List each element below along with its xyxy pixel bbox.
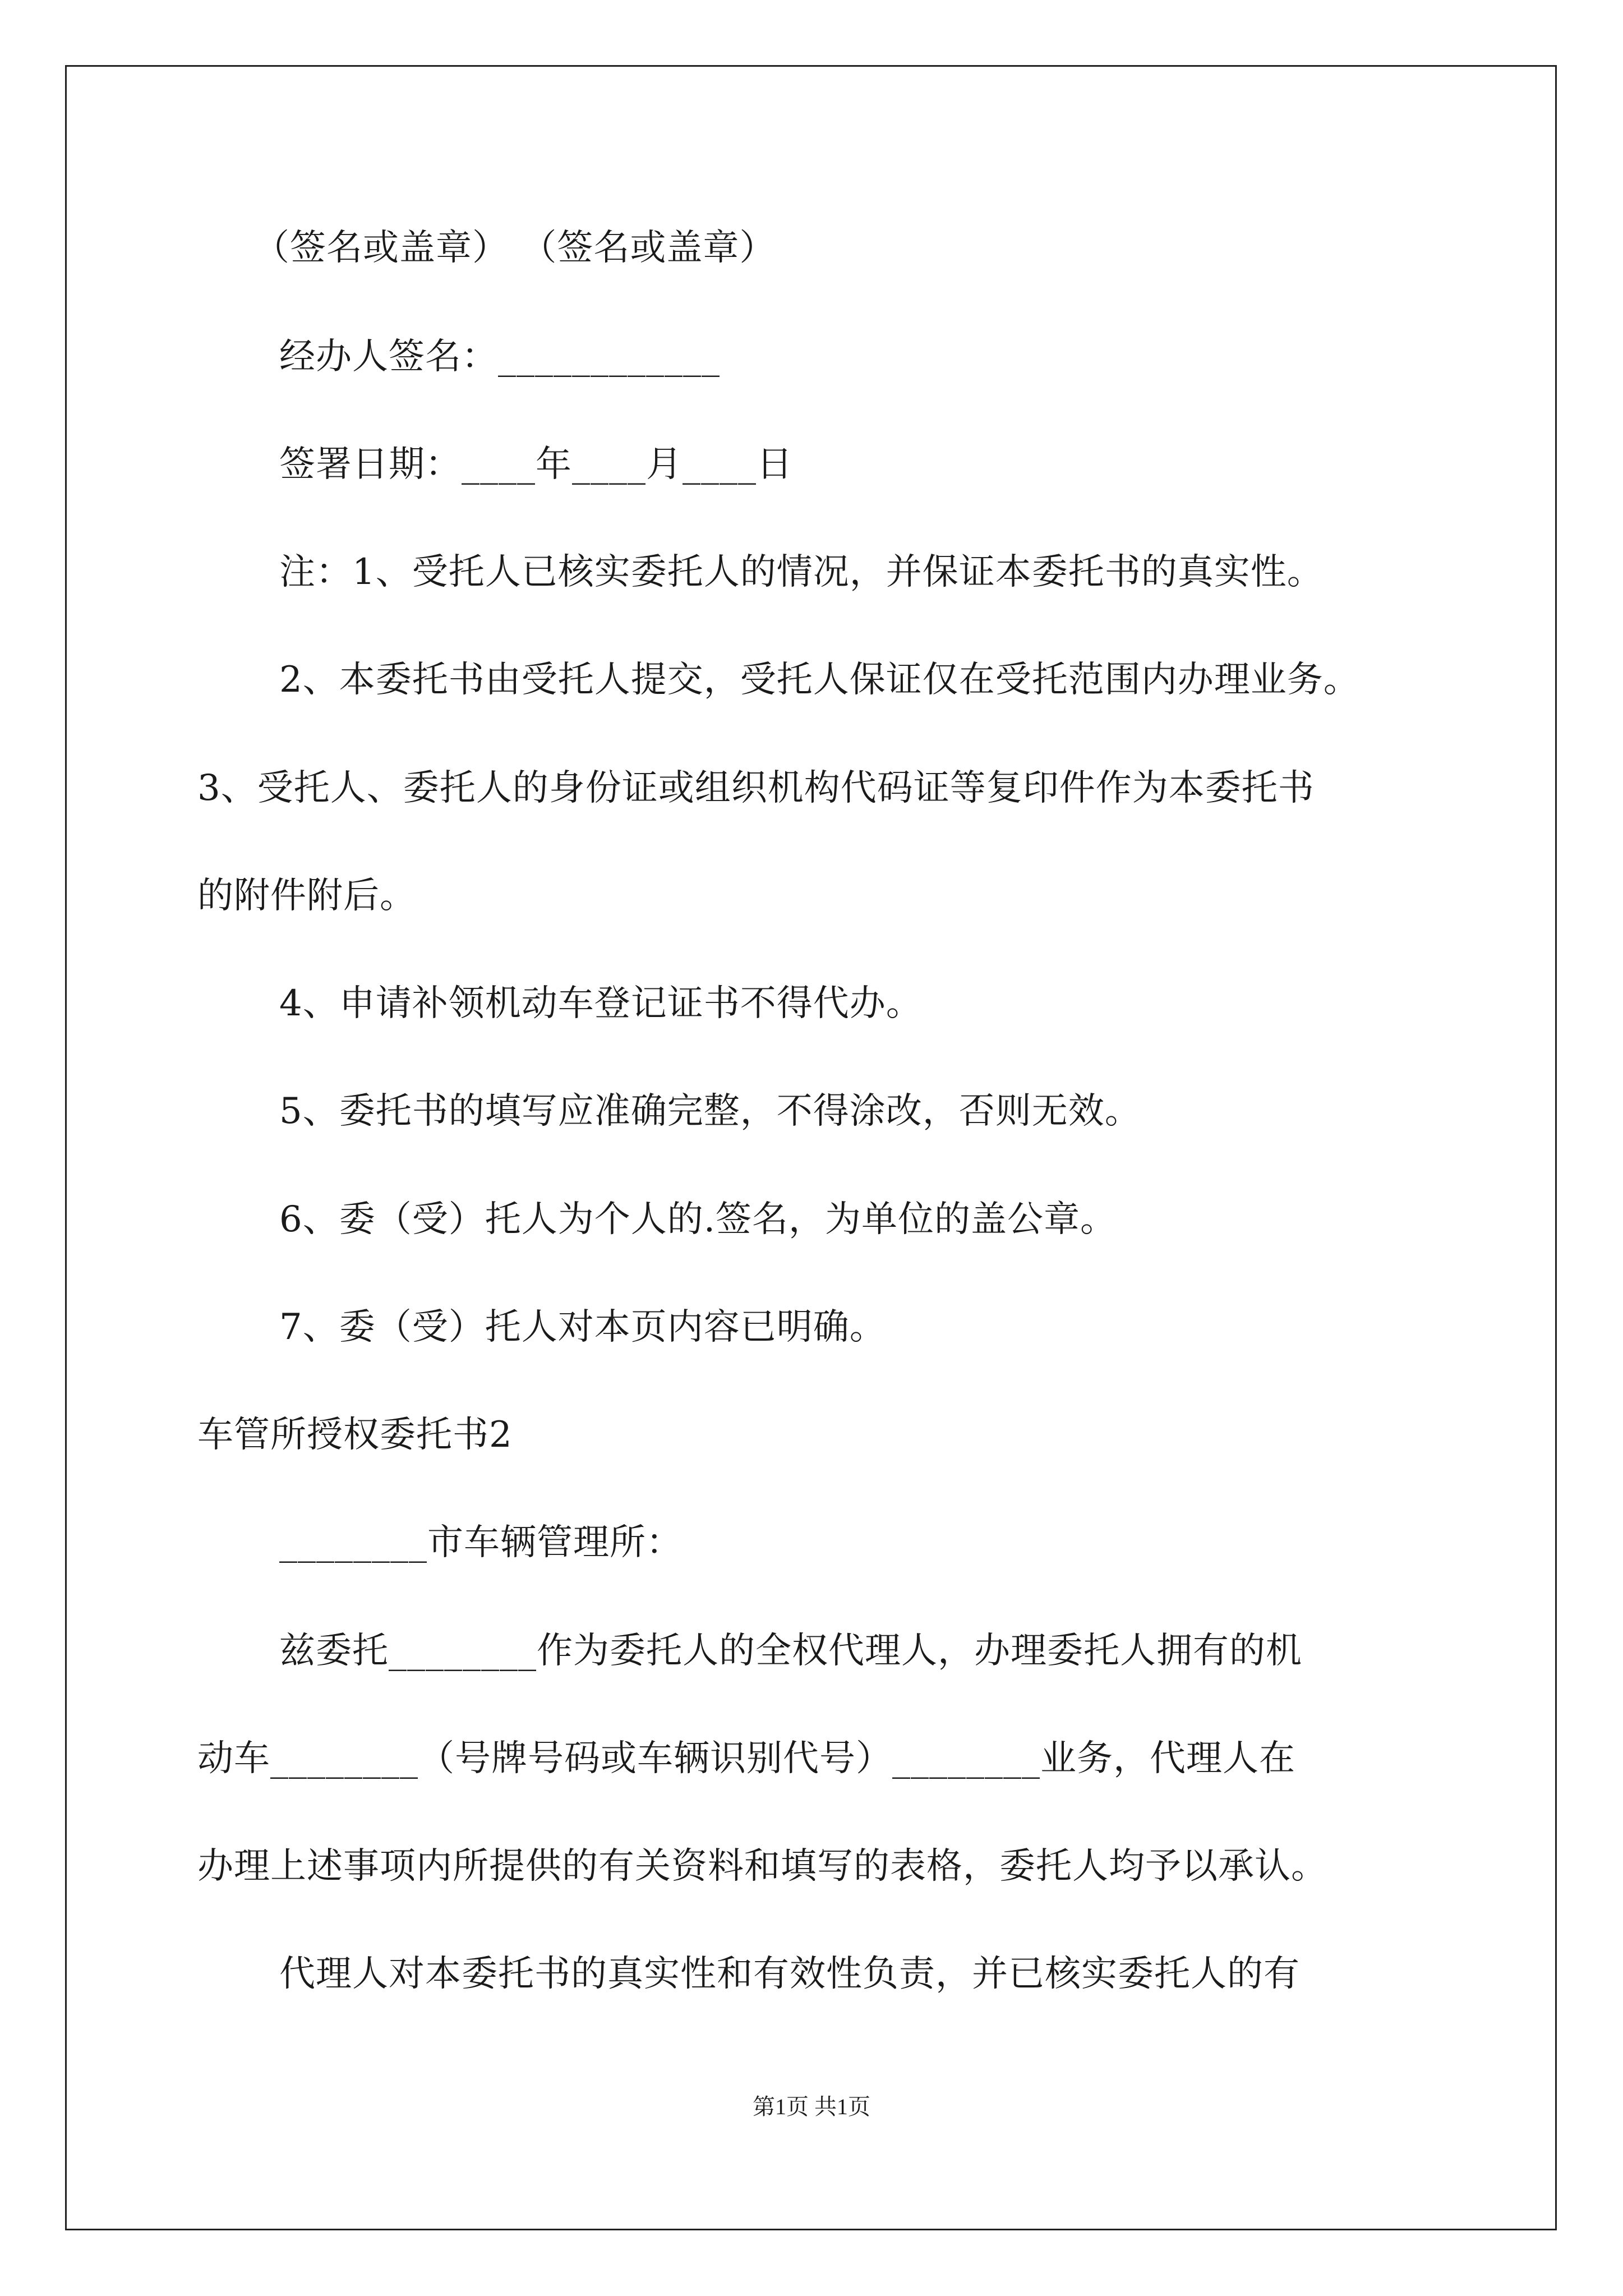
- signature-stamp-labels: （签名或盖章） （签名或盖章）: [253, 227, 776, 269]
- note-item-4: 4、申请补领机动车登记证书不得代办。: [279, 983, 923, 1024]
- note-item-5: 5、委托书的填写应准确完整，不得涂改，否则无效。: [279, 1091, 1141, 1132]
- addressee-line: ________市车辆管理所：: [279, 1522, 683, 1563]
- note-item-3: 3、受托人、委托人的身份证或组织机构代码证等复印件作为本委托书: [197, 767, 1315, 809]
- note-item-7: 7、委（受）托人对本页内容已明确。: [279, 1306, 886, 1348]
- note-item-3-continued: 的附件附后。: [197, 875, 416, 917]
- page-border: [65, 65, 1557, 2230]
- handler-signature-line: 经办人签名：____________: [279, 336, 720, 378]
- note-item-1: 注：1、受托人已核实委托人的情况，并保证本委托书的真实性。: [279, 551, 1324, 593]
- body-paragraph-2-line-1: 代理人对本委托书的真实性和有效性负责，并已核实委托人的有: [279, 1953, 1300, 1995]
- body-paragraph-1-line-2: 动车________（号牌号码或车辆识别代号）________业务，代理人在: [197, 1738, 1295, 1779]
- section-title: 车管所授权委托书2: [197, 1414, 513, 1456]
- body-paragraph-1-line-1: 兹委托________作为委托人的全权代理人，办理委托人拥有的机: [279, 1630, 1302, 1672]
- body-paragraph-1-line-3: 办理上述事项内所提供的有关资料和填写的表格，委托人均予以承认。: [197, 1846, 1327, 1887]
- page-footer: 第1页 共1页: [753, 2094, 870, 2119]
- signing-date-line: 签署日期：____年____月____日: [279, 444, 793, 485]
- note-item-6: 6、委（受）托人为个人的.签名，为单位的盖公章。: [279, 1199, 1117, 1240]
- note-item-2: 2、本委托书由受托人提交，受托人保证仅在受托范围内办理业务。: [279, 659, 1360, 701]
